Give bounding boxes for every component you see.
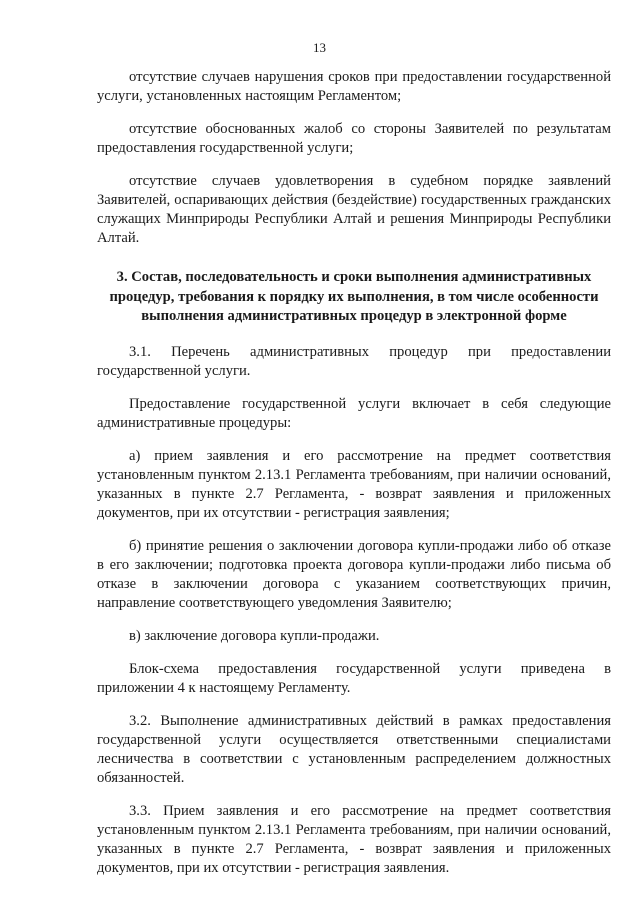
list-item-c: в) заключение договора купли-продажи. [129,627,380,644]
paragraph-no-court-claims: отсутствие случаев удовлетворения в судебном порядке заявлений Заявителей, оспаривающих действия (бездействие) государственных гражданских служащих Минприроды Республики Алтай и решения Минприроды Республики Алтай. [97,173,611,246]
list-item-b: б) принятие решения о заключении договора купли-продажи либо об отказе в его заключении; подготовка проекта договора купли-продажи либо письма об отказе в заключении договора с указанием соответствующих причин, направление соответствующего уведомления Заявителю; [97,537,611,611]
paragraph-no-complaints: отсутствие обоснованных жалоб со стороны Заявителей по результатам предоставления государственной услуги; [97,121,611,156]
page-number: 13 [313,40,326,55]
paragraph-3-2: 3.2. Выполнение административных действий в рамках предоставления государственной услуги осуществляется ответственными специалистами лесничества в соответствии с установленным распределением должностных обязанностей. [97,712,611,786]
list-item-a: а) прием заявления и его рассмотрение на предмет соответствия установленным пунктом 2.13.1 Регламента требованиям, при наличии оснований, указанных в пункте 2.7 Регламента, - возврат заявления и приложенных документов, при их отсутствии - регистрация заявления; [97,447,611,521]
section-heading: 3. Состав, последовательность и сроки выполнения административных процедур, требования к порядку их выполнения, в том числе особенности выполнения административных процедур в электронной форме [109,269,599,324]
paragraph-3-3: 3.3. Прием заявления и его рассмотрение на предмет соответствия установленным пунктом 2.13.1 Регламента требованиям, при наличии оснований, указанных в пункте 2.7 Регламента, - возврат заявления и приложенных документов, при их отсутствии - регистрация заявления. [97,802,611,876]
paragraph-procedures-intro: Предоставление государственной услуги включает в себя следующие административные процедуры: [97,395,611,431]
paragraph-no-deadline-violations: отсутствие случаев нарушения сроков при предоставлении государственной услуги, установленных настоящим Регламентом; [97,69,611,104]
page-content [97,68,611,892]
paragraph-3-1: 3.1. Перечень административных процедур при предоставлении государственной услуги. [97,343,611,379]
paragraph-flowchart: Блок-схема предоставления государственной услуги приведена в приложении 4 к настоящему Регламенту. [97,660,611,696]
